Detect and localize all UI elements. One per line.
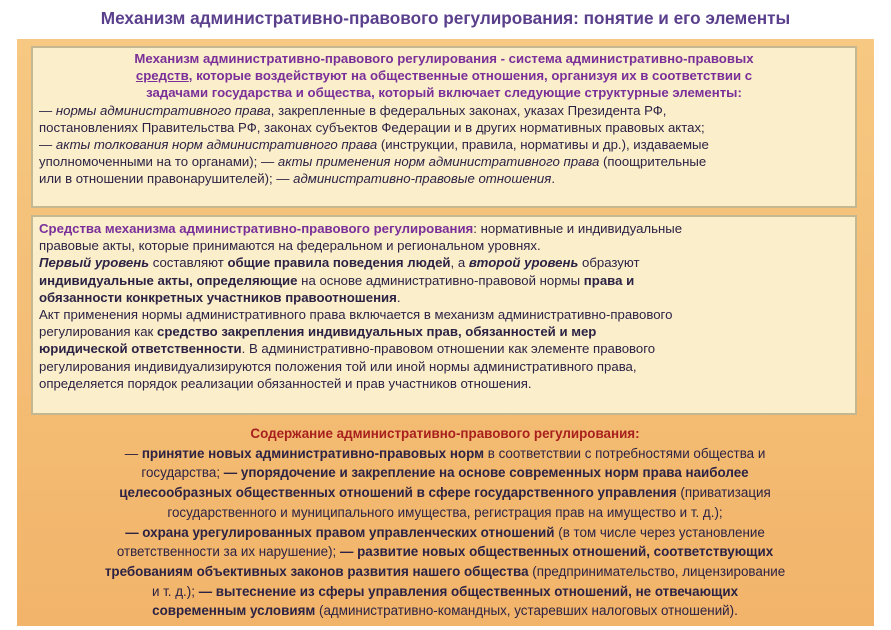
means-box bbox=[31, 215, 857, 415]
definition-line bbox=[39, 67, 849, 84]
means-line: Акт применения нормы административного права включается в механизм административно-правового bbox=[39, 307, 673, 323]
sredstva-term: средств bbox=[135, 68, 189, 84]
means-text: , а bbox=[450, 255, 469, 271]
content-text: (в том числе через установление bbox=[554, 524, 765, 540]
content-term: — вытеснение из сферы управления общественных отношений, не отвечающих bbox=[198, 583, 739, 599]
element-text: , закрепленные в федеральных законах, указах Президента РФ, bbox=[270, 102, 667, 118]
element-line: постановлениях Правительства РФ, законах субъектов Федерации и в других нормативных правовых актах; bbox=[39, 119, 705, 135]
means-line bbox=[39, 289, 849, 306]
definition-line: Механизм административно-правового регулирования - система административно-правовых bbox=[134, 51, 754, 66]
content-term: целесообразных общественных отношений в сфере государственного управления bbox=[119, 485, 677, 501]
element-term: акты применения норм административного права bbox=[277, 154, 600, 170]
means-term: Первый уровень bbox=[39, 255, 150, 271]
content-line: государственного и муниципального имущества, регистрация прав на имущество и т. д.); bbox=[167, 504, 723, 520]
content-term: принятие новых административно-правовых норм bbox=[141, 445, 485, 461]
content-text: ответственности за их нарушение); bbox=[116, 544, 340, 560]
content-section bbox=[20, 424, 870, 621]
means-text: на основе административно-правовой нормы bbox=[297, 272, 584, 288]
content-text: государства; bbox=[141, 465, 224, 481]
means-text: составляют bbox=[149, 255, 228, 271]
means-text: регулирования как bbox=[39, 324, 157, 340]
definition-text: , которые воздействуют на общественные отношения, организуя их в соответствии с bbox=[188, 68, 753, 84]
content-line bbox=[20, 601, 870, 621]
element-text: уполномоченными на то органами); — bbox=[39, 154, 278, 170]
element-text: (поощрительные bbox=[599, 154, 707, 170]
content-text: в соответствии с потребностями общества и bbox=[484, 445, 766, 461]
means-term: средство закрепления индивидуальных прав, обязанностей и мер bbox=[157, 324, 597, 340]
means-text: : нормативные и индивидуальные bbox=[473, 221, 683, 236]
element-line bbox=[39, 102, 849, 119]
element-text: или в отношении правонарушителей); — bbox=[39, 171, 294, 187]
element-line bbox=[39, 170, 849, 187]
content-line bbox=[20, 582, 870, 602]
dash: — bbox=[39, 102, 56, 118]
element-term: акты толкования норм административного права bbox=[55, 137, 378, 153]
dash: — bbox=[124, 445, 142, 461]
content-line bbox=[20, 542, 870, 562]
means-line bbox=[39, 272, 849, 289]
element-line bbox=[39, 136, 849, 153]
content-text: (приватизация bbox=[676, 485, 771, 501]
means-line bbox=[39, 254, 849, 271]
means-text: образуют bbox=[578, 255, 640, 271]
content-text: (предпринимательство, лицензирование bbox=[528, 563, 786, 579]
means-term: обязанности конкретных участников правоотношения bbox=[39, 289, 397, 305]
element-term: нормы административного права bbox=[55, 102, 271, 118]
means-line: правовые акты, которые принимаются на федеральном и региональном уровнях. bbox=[39, 238, 541, 254]
element-term: административно-правовые отношения bbox=[293, 171, 552, 187]
content-line bbox=[20, 483, 870, 503]
means-term: второй уровень bbox=[468, 255, 579, 271]
content-term: — развитие новых общественных отношений, соответствующих bbox=[340, 544, 774, 560]
element-text: (инструкции, правила, нормативы и др.), издаваемые bbox=[377, 137, 709, 153]
content-term: современным условиям bbox=[152, 603, 316, 619]
definition-box bbox=[31, 46, 857, 208]
definition-line: задачами государства и общества, который включает следующие структурные элементы: bbox=[146, 85, 742, 101]
content-line bbox=[20, 562, 870, 582]
content-text: и т. д.); bbox=[151, 583, 199, 599]
means-term: юридической ответственности bbox=[39, 341, 242, 357]
means-line: регулирования индивидуализируются положения той или иной нормы административного права, bbox=[39, 358, 637, 374]
means-term: общие правила поведения людей bbox=[227, 255, 451, 271]
means-term: индивидуальные акты, определяющие bbox=[39, 272, 298, 288]
content-heading: Содержание административно-правового регулирования: bbox=[250, 426, 640, 441]
element-text: . bbox=[551, 171, 555, 187]
means-line: определяется порядок реализации обязанностей и прав участников отношения. bbox=[39, 375, 532, 391]
content-term: — охрана урегулированных правом управленческих отношений bbox=[125, 524, 555, 540]
content-line bbox=[20, 444, 870, 464]
means-text: . В административно-правовом отношении как элементе правового bbox=[241, 341, 656, 357]
means-text: . bbox=[396, 289, 401, 305]
means-term: права и bbox=[583, 272, 635, 288]
content-term: требованиям объективных законов развития нашего общества bbox=[104, 563, 529, 579]
means-line bbox=[39, 220, 849, 237]
content-text: (административно-командных, устаревших налоговых отношений). bbox=[315, 603, 738, 619]
element-line bbox=[39, 153, 849, 170]
content-line bbox=[20, 463, 870, 483]
means-term: Средства механизма административно-правового регулирования bbox=[39, 221, 474, 236]
page-title: Механизм административно-правового регулирования: понятие и его элементы bbox=[100, 8, 791, 28]
content-term: — упорядочение и закрепление на основе современных норм права наиболее bbox=[223, 465, 749, 481]
means-line bbox=[39, 323, 849, 340]
means-line bbox=[39, 340, 849, 357]
content-line bbox=[20, 523, 870, 543]
dash: — bbox=[39, 137, 56, 153]
